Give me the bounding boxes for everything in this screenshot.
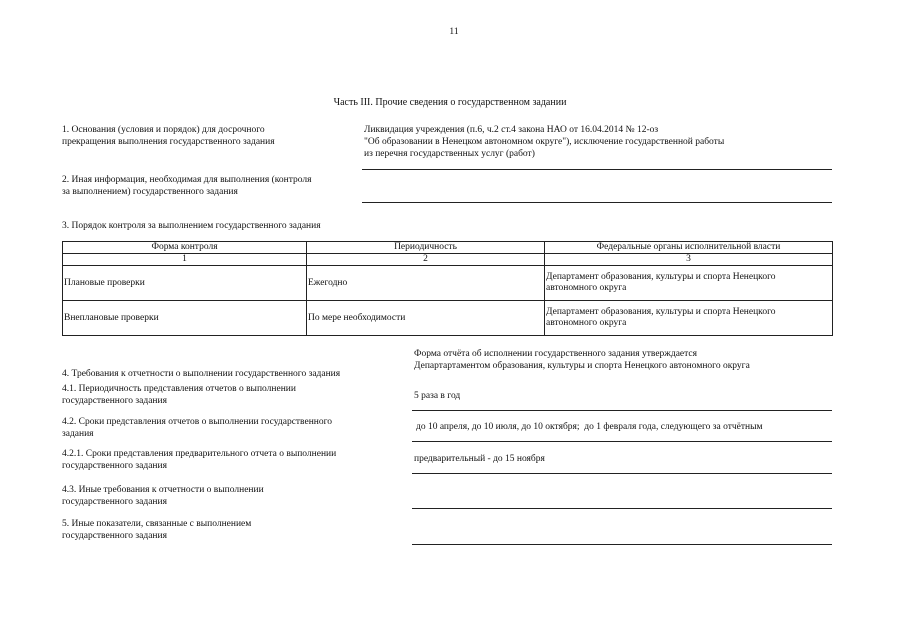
row-authority-line: автономного округа — [546, 318, 627, 328]
section4-2-value: до 10 апреля, до 10 июля, до 10 октября; до 1 февраля года, следующего за отчётным — [416, 422, 763, 432]
section5-label-line: государственного задания — [62, 531, 167, 541]
section1-value-line: Ликвидация учреждения (п.6, ч.2 ст.4 закона НАО от 16.04.2014 № 12-оз — [364, 125, 659, 135]
section2-underline — [362, 202, 832, 203]
section2-label — [62, 174, 362, 198]
section4-label: 4. Требования к отчетности о выполнении государственного задания — [62, 369, 341, 379]
row-form: Плановые проверки — [63, 266, 307, 301]
section1-label — [62, 124, 352, 148]
column-number: 2 — [307, 254, 545, 266]
section4-3-label-line: государственного задания — [62, 497, 167, 507]
section2-label-line: за выполнением) государственного задания — [62, 187, 238, 197]
section4-1-label — [62, 383, 402, 407]
section1-value-line: из перечня государственных услуг (работ) — [364, 149, 535, 159]
section5-underline — [412, 544, 832, 545]
header-period: Периодичность — [307, 242, 545, 254]
header-form: Форма контроля — [63, 242, 307, 254]
section5-label — [62, 518, 402, 542]
section4-2-1-label-line: государственного задания — [62, 461, 167, 471]
section1-value — [364, 124, 834, 160]
column-number: 3 — [545, 254, 833, 266]
section4-3-label-line: 4.3. Иные требования к отчетности о выполнении — [62, 485, 264, 495]
section1-underline — [362, 169, 832, 170]
section1-value-line: "Об образовании в Ненецком автономном округе"), исключение государственной работы — [364, 137, 725, 147]
section4-2-label — [62, 416, 402, 440]
table-row — [63, 266, 833, 301]
row-authority-line: Департамент образования, культуры и спорта Ненецкого — [546, 272, 776, 282]
section4-2-1-underline — [412, 473, 832, 474]
row-authority-line: автономного округа — [546, 283, 627, 293]
row-form: Внеплановые проверки — [63, 301, 307, 336]
column-number: 1 — [63, 254, 307, 266]
table-header-row — [63, 242, 833, 254]
section4-1-label-line: 4.1. Периодичность представления отчетов о выполнении — [62, 384, 296, 394]
page-number: 11 — [449, 27, 459, 37]
section4-value-line: Департартаментом образования, культуры и спорта Ненецкого автономного округа — [414, 361, 750, 371]
row-authority — [545, 301, 833, 336]
table-row — [63, 301, 833, 336]
section5-label-line: 5. Иные показатели, связанные с выполнением — [62, 519, 252, 529]
section4-1-value: 5 раза в год — [414, 391, 461, 401]
row-authority — [545, 266, 833, 301]
section1-label-line: прекращения выполнения государственного задания — [62, 137, 275, 147]
section4-1-underline — [412, 410, 832, 411]
part-title: Часть III. Прочие сведения о государственном задании — [333, 97, 567, 108]
row-period: По мере необходимости — [307, 301, 545, 336]
header-authority: Федеральные органы исполнительной власти — [545, 242, 833, 254]
section4-value-line: Форма отчёта об исполнении государственного задания утверждается — [414, 349, 697, 359]
section4-2-1-label — [62, 448, 402, 472]
section3-label: 3. Порядок контроля за выполнением государственного задания — [62, 221, 321, 231]
section4-2-label-line: задания — [62, 429, 94, 439]
section4-3-label — [62, 484, 402, 508]
section1-label-line: 1. Основания (условия и порядок) для досрочного — [62, 125, 265, 135]
section4-3-underline — [412, 508, 832, 509]
section4-value — [414, 348, 834, 372]
section2-label-line: 2. Иная информация, необходимая для выполнения (контроля — [62, 175, 312, 185]
section4-2-1-value: предварительный - до 15 ноября — [414, 454, 545, 464]
section4-2-1-label-line: 4.2.1. Сроки представления предварительного отчета о выполнении — [62, 449, 337, 459]
section4-2-underline — [412, 441, 832, 442]
row-period: Ежегодно — [307, 266, 545, 301]
section4-1-label-line: государственного задания — [62, 396, 167, 406]
table-number-row — [63, 254, 833, 266]
row-authority-line: Департамент образования, культуры и спорта Ненецкого — [546, 307, 776, 317]
control-table — [62, 241, 833, 336]
section4-2-label-line: 4.2. Сроки представления отчетов о выполнении государственного — [62, 417, 333, 427]
